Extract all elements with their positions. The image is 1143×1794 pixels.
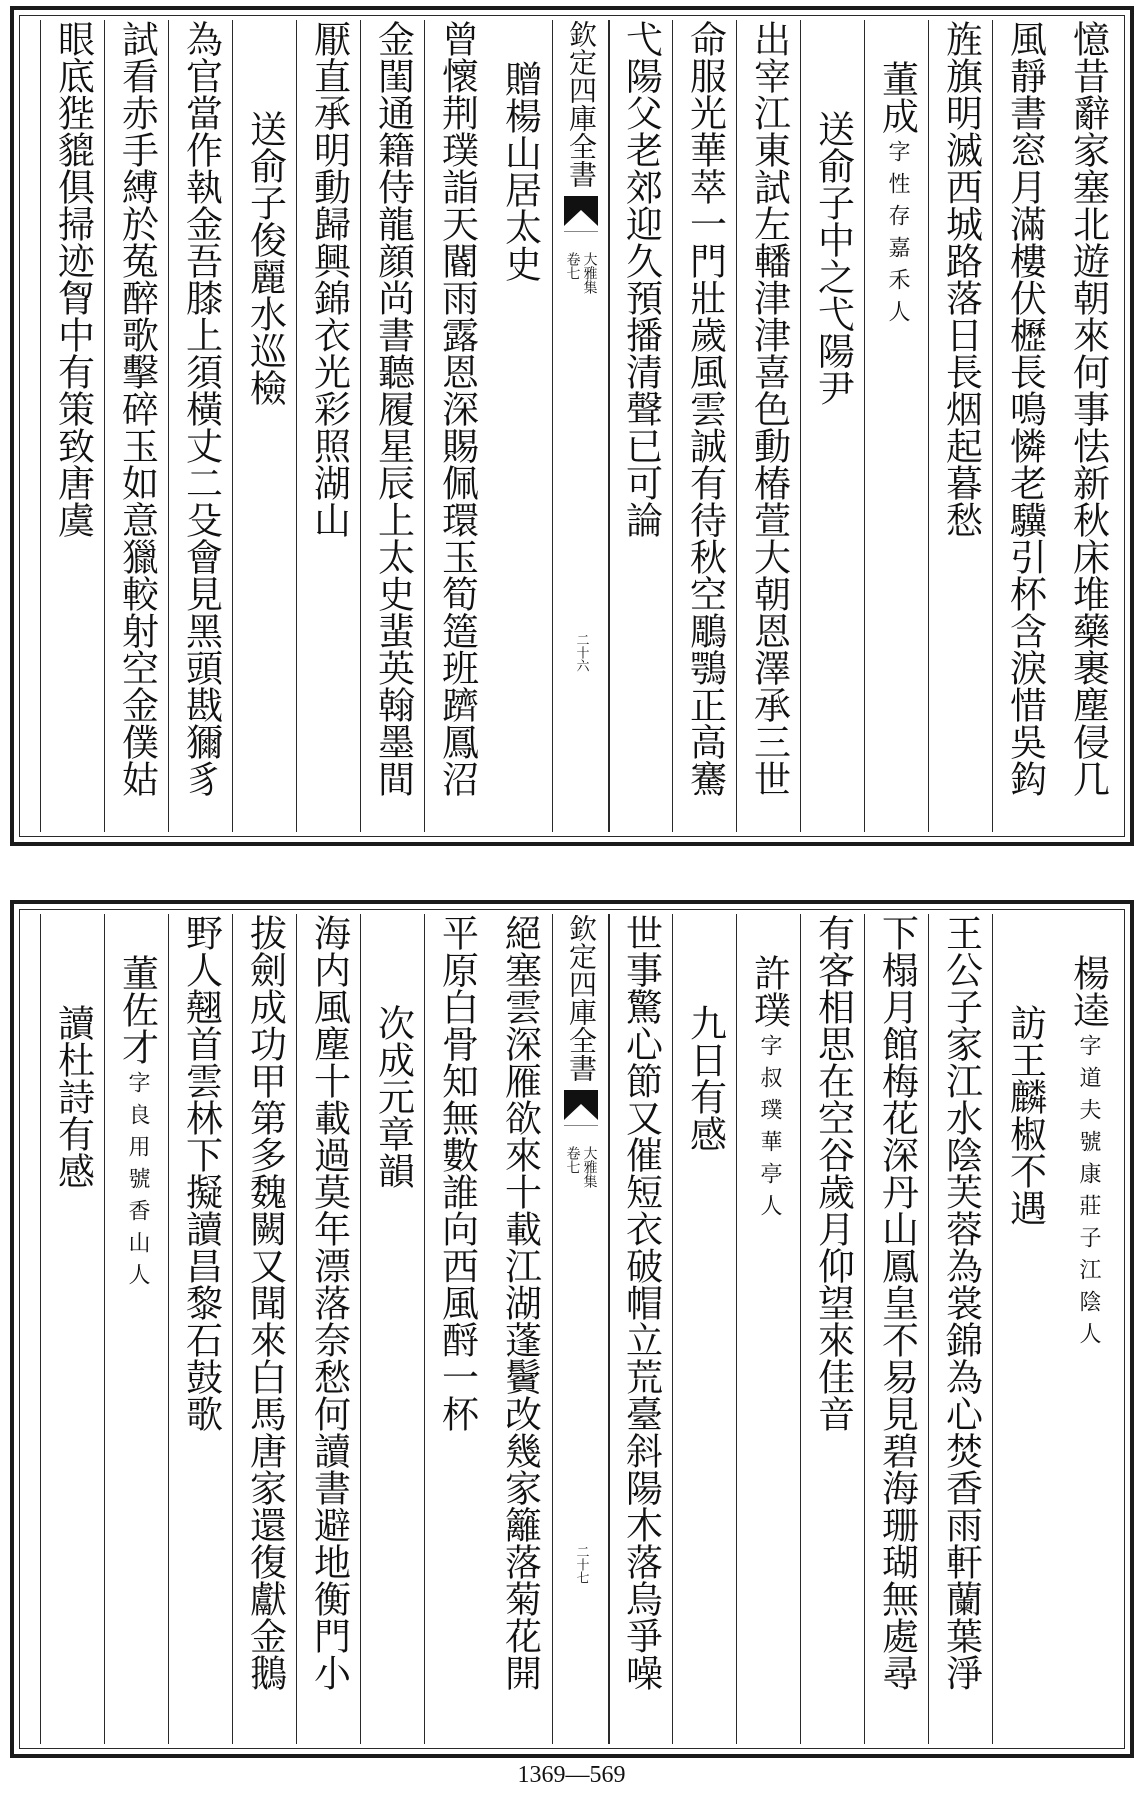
fish-tail-icon	[564, 196, 598, 232]
text-column	[672, 20, 737, 832]
author-column	[864, 20, 929, 832]
folio-number: 二十七	[573, 1545, 589, 1584]
top-page	[10, 6, 1134, 846]
margin-book-name: 大雅集	[581, 252, 598, 294]
text-column	[928, 914, 993, 1744]
text-column	[608, 20, 673, 832]
text-column	[736, 20, 801, 832]
text-column	[992, 20, 1057, 832]
poem-title-column	[232, 20, 297, 832]
verse-line: 試看赤手縛於菟醉歌擊碎玉如意獵較射空金僕姑	[115, 20, 159, 797]
author-note: 字道夫號康莊子江陰人	[1076, 1034, 1101, 1354]
author-name: 楊逵	[1066, 954, 1110, 1028]
text-column	[1056, 20, 1120, 832]
author-column	[736, 914, 801, 1744]
text-column	[296, 20, 361, 832]
folio-number: 二十六	[573, 633, 589, 672]
page-footer-number: 1369—569	[517, 1762, 626, 1788]
text-column	[488, 914, 552, 1744]
author-column	[104, 914, 169, 1744]
verse-line: 為官當作執金吾膝上須橫丈二殳會見黑頭戡獮豸	[179, 20, 223, 797]
verse-line: 有客相思在空谷歲月仰望來佳音	[811, 914, 855, 1432]
poem-title: 次成元章韻	[371, 1004, 415, 1189]
author-note: 字叔璞華亭人	[757, 1034, 782, 1226]
margin-title: 欽定四庫全書	[565, 20, 598, 188]
verse-line: 野人翹首雲林下擬讀昌黎石鼓歌	[179, 914, 223, 1432]
poem-title: 贈楊山居太史	[498, 60, 542, 282]
margin-juan: 卷七	[564, 252, 581, 280]
poem-title-column	[488, 20, 552, 832]
margin-juan: 卷七	[564, 1146, 581, 1174]
text-column	[40, 20, 105, 832]
poem-title-column	[40, 914, 105, 1744]
center-margin	[552, 20, 610, 832]
verse-line: 眼底狴貔俱掃迹胷中有策致唐虞	[51, 20, 95, 538]
verse-line: 風靜書窓月滿樓伏櫪長鳴憐老驥引杯含淚惜吳鈎	[1003, 20, 1047, 797]
center-margin	[552, 914, 610, 1744]
author-note: 字良用號香山人	[125, 1071, 150, 1295]
poem-title-column	[360, 914, 425, 1744]
text-column	[296, 914, 361, 1744]
verse-line: 絕塞雲深雁欲來十載江湖蓬鬢改幾家籬落菊花開	[498, 914, 542, 1691]
verse-line: 曾懷荆璞詣天閽雨露恩深賜佩環玉筍簉班躋鳳沼	[435, 20, 479, 797]
margin-title: 欽定四庫全書	[565, 914, 598, 1082]
poem-title-column	[992, 914, 1057, 1744]
text-column	[168, 914, 233, 1744]
text-column	[424, 914, 489, 1744]
verse-line: 王公子家江水陰芙蓉為裳錦為心焚香雨軒蘭葉淨	[939, 914, 983, 1691]
verse-line: 下榻月館梅花深丹山鳳皇不易見碧海珊瑚無處尋	[875, 914, 919, 1691]
verse-line: 弋陽父老郊迎久預播清聲已可論	[619, 20, 663, 538]
text-column	[360, 20, 425, 832]
margin-book-info	[566, 1146, 597, 1188]
bottom-page	[10, 900, 1134, 1758]
poem-title: 送俞子中之弋陽尹	[811, 110, 855, 406]
author-name: 董佐才	[115, 954, 159, 1065]
text-column	[864, 914, 929, 1744]
verse-line: 厭直承明動歸興錦衣光彩照湖山	[307, 20, 351, 538]
poem-title-column	[800, 20, 865, 832]
text-column	[168, 20, 233, 832]
fish-tail-icon	[564, 1090, 598, 1126]
verse-line: 出宰江東試左轓津津喜色動椿萱大朝恩澤承三世	[747, 20, 791, 797]
verse-line: 金閨通籍侍龍顔尚書聽履星辰上太史蜚英翰墨間	[371, 20, 415, 797]
verse-line: 平原白骨知無數誰向西風酹一杯	[435, 914, 479, 1432]
text-column	[928, 20, 993, 832]
poem-title-column	[672, 914, 737, 1744]
text-column	[608, 914, 673, 1744]
verse-line: 世事驚心節又催短衣破帽立荒臺斜陽木落烏爭噪	[619, 914, 663, 1691]
poem-title: 讀杜詩有感	[51, 1004, 95, 1189]
poem-title: 九日有感	[683, 1004, 727, 1152]
text-column	[104, 20, 169, 832]
verse-line: 旌旗明滅西城路落日長烟起暮愁	[939, 20, 983, 538]
verse-line: 命服光華萃一門壯歲風雲誠有待秋空鵰鶚正高騫	[683, 20, 727, 797]
verse-line: 海内風塵十載過莫年漂落奈愁何讀書避地衡門小	[307, 914, 351, 1691]
text-column	[232, 914, 297, 1744]
author-name: 董成	[875, 60, 919, 134]
poem-title: 送俞子俊麗水巡檢	[243, 110, 287, 406]
verse-line: 憶昔辭家塞北遊朝來何事怯新秋床堆藥裹塵侵几	[1066, 20, 1110, 797]
text-column	[424, 20, 489, 832]
text-column	[800, 914, 865, 1744]
margin-book-info	[566, 252, 597, 294]
author-note: 字性存嘉禾人	[885, 140, 910, 332]
verse-line: 拔劍成功甲第多魏闕又聞來白馬唐家還復獻金鵝	[243, 914, 287, 1691]
margin-book-name: 大雅集	[581, 1146, 598, 1188]
author-name: 許璞	[747, 954, 791, 1028]
poem-title: 訪王麟椒不遇	[1003, 1004, 1047, 1226]
author-column	[1056, 914, 1120, 1744]
